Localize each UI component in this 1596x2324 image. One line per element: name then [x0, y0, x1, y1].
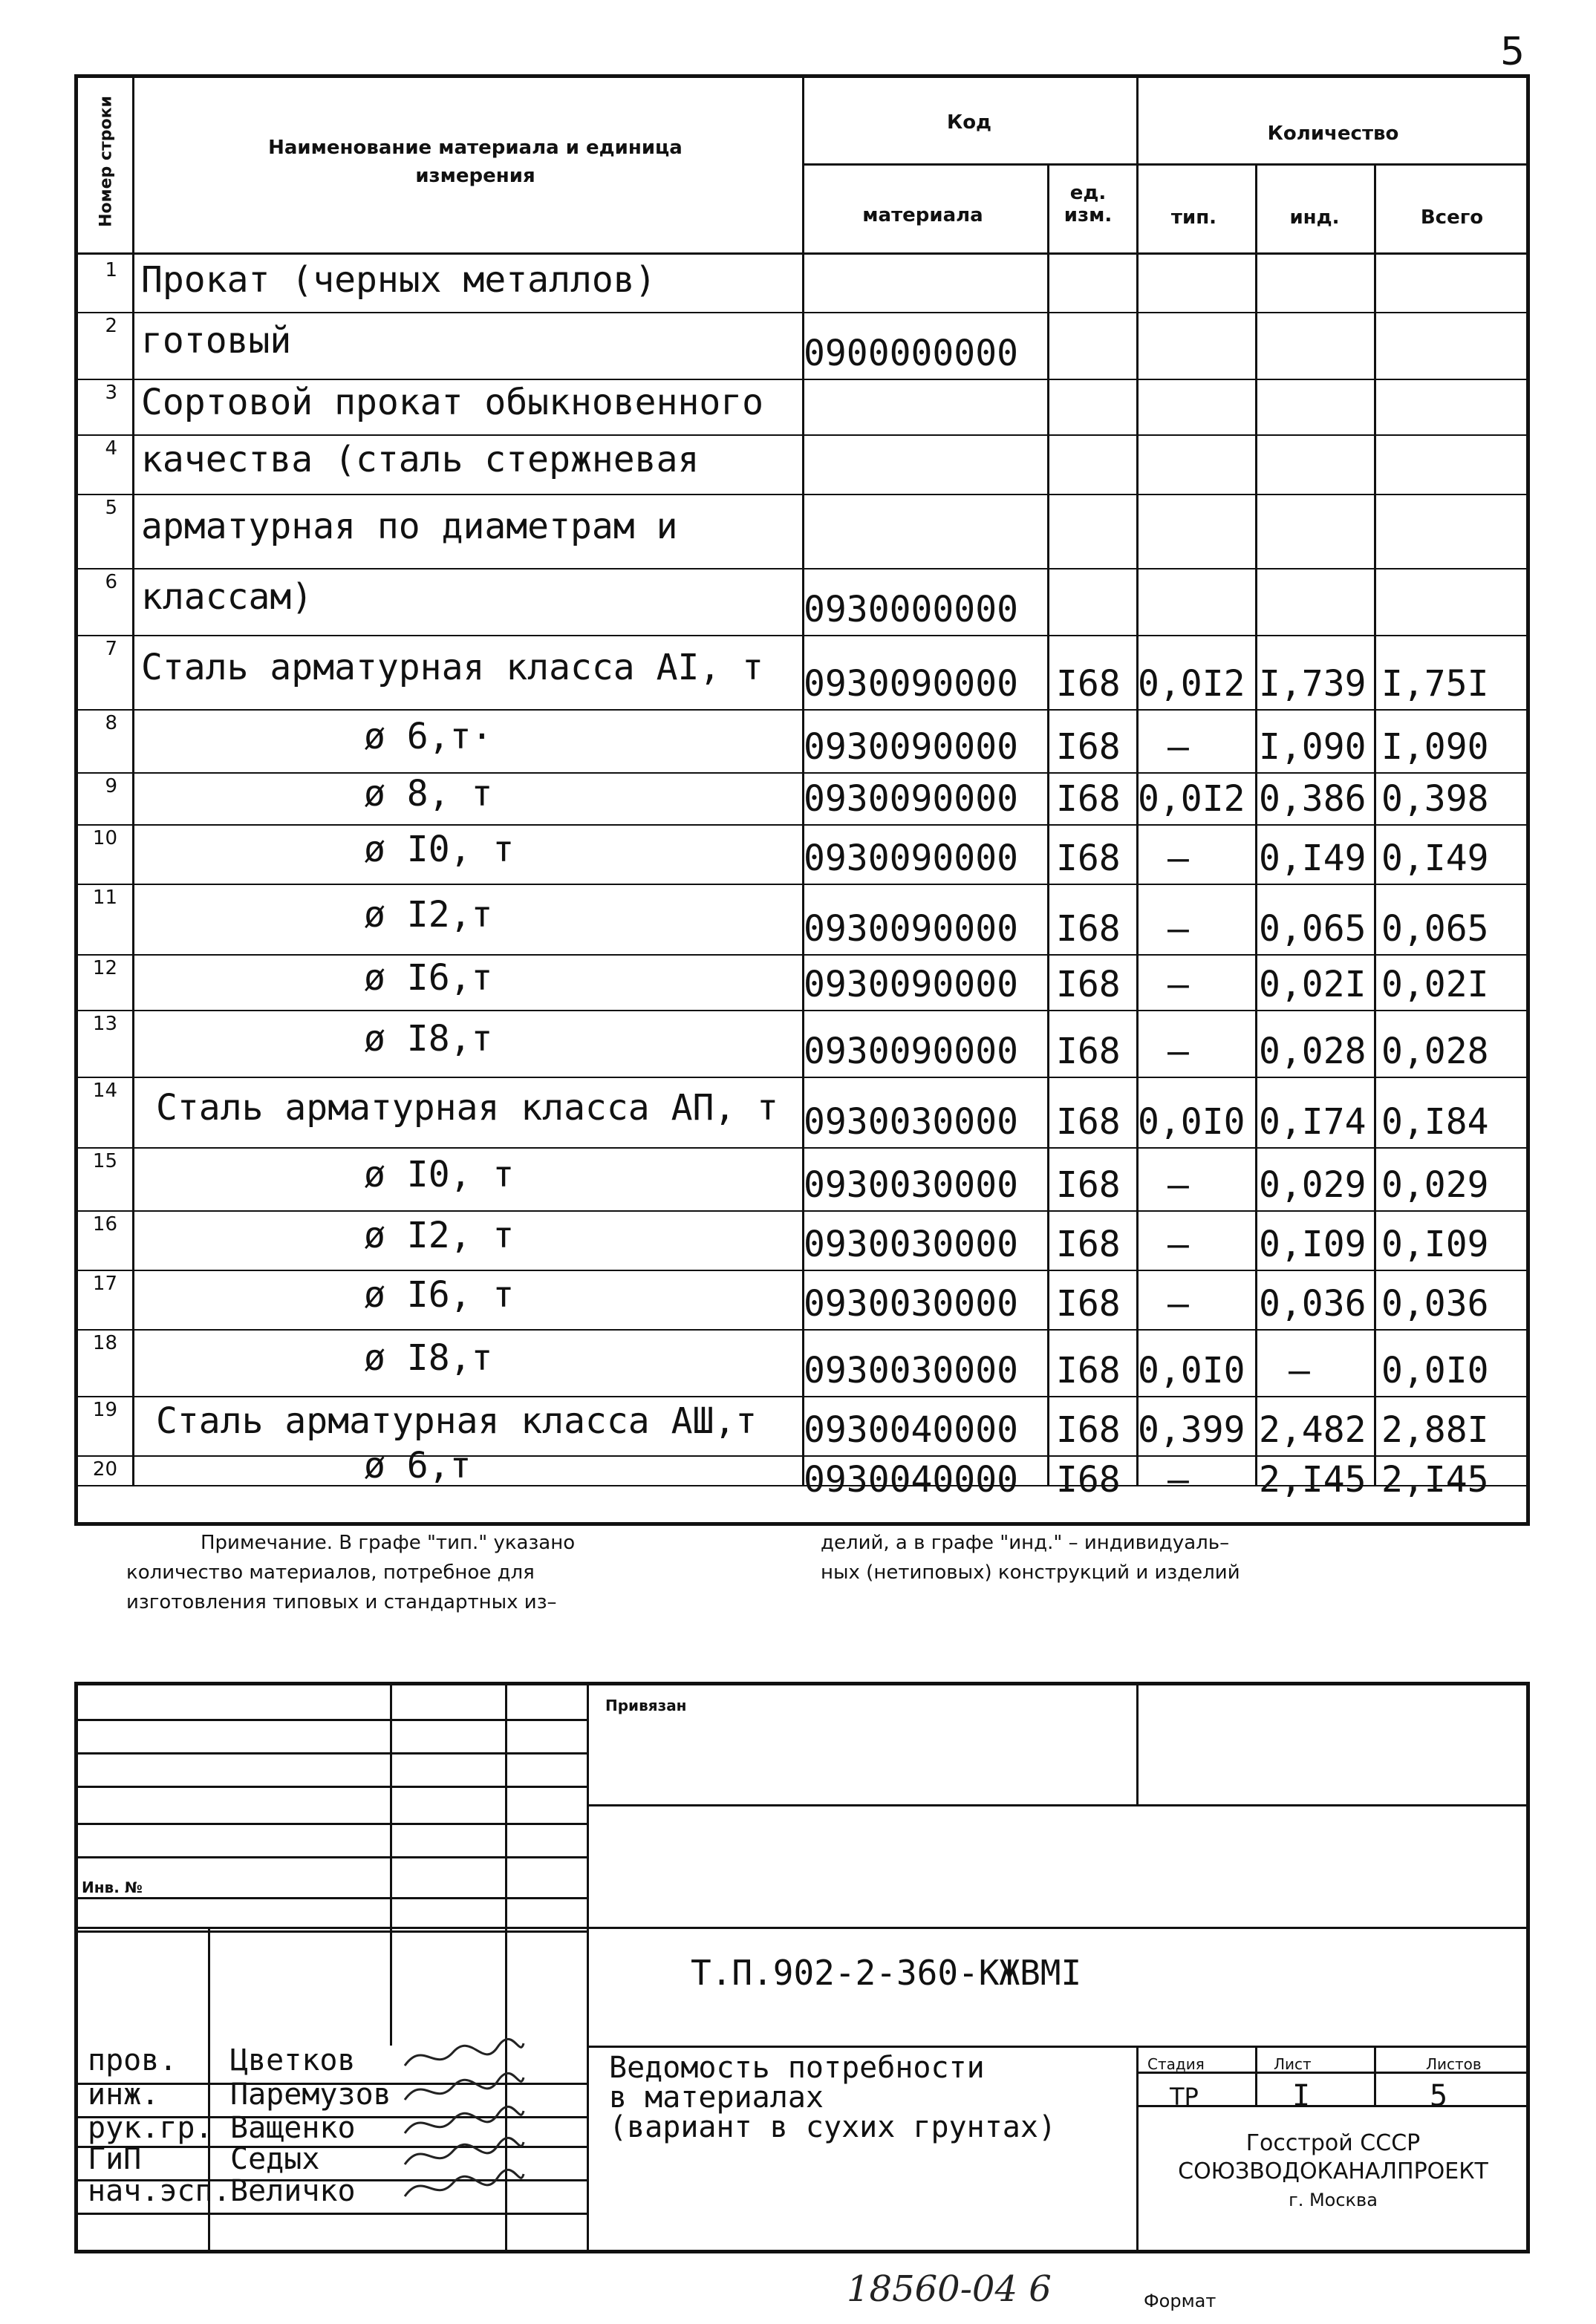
- code-header: Код: [946, 111, 992, 134]
- table-row: [74, 1210, 1530, 1270]
- table-row: [74, 1445, 1530, 1501]
- total-cell: 0,I09: [1381, 1224, 1489, 1265]
- material-name: Сталь арматурная класса АП, т: [156, 1086, 779, 1129]
- note-line: количество материалов, потребное для: [126, 1561, 535, 1584]
- code-cell: 0930030000: [804, 1164, 1018, 1206]
- unit-cell: I68: [1056, 726, 1121, 768]
- row-number: 2: [105, 315, 117, 337]
- handwritten-number: 18560-04 6: [847, 2268, 1052, 2310]
- row-number-header: Номер строки: [97, 96, 116, 227]
- stage-label: Стадия: [1147, 2055, 1205, 2073]
- code-cell: 0930030000: [804, 1350, 1018, 1391]
- stamp-rule: [1255, 2046, 1257, 2105]
- material-name: Сталь арматурная класса AI, т: [141, 647, 764, 688]
- total-cell: 0,0I0: [1381, 1350, 1489, 1391]
- signer-name: Седых: [230, 2142, 320, 2176]
- code-cell: 0900000000: [804, 333, 1018, 374]
- ind-header: инд.: [1289, 206, 1340, 229]
- title-line: в материалах: [609, 2080, 824, 2115]
- row-number: 6: [105, 571, 117, 593]
- unit-cell: I68: [1056, 908, 1121, 950]
- typ-cell: 0,0I2: [1138, 663, 1245, 705]
- typ-cell: 0,0I0: [1138, 1101, 1245, 1143]
- row-number: 13: [92, 1013, 117, 1035]
- row-number: 19: [92, 1399, 117, 1421]
- privyazan-label: Привязан: [605, 1697, 687, 1714]
- total-cell: I,090: [1381, 726, 1489, 768]
- row-number: 3: [105, 382, 117, 404]
- signer-name: Ващенко: [230, 2111, 356, 2145]
- total-cell: 0,I49: [1381, 838, 1489, 879]
- row-number: 17: [92, 1273, 117, 1295]
- unit-cell: I68: [1056, 1164, 1121, 1206]
- unit-cell: I68: [1056, 964, 1121, 1005]
- code-cell: 0930090000: [804, 964, 1018, 1005]
- stamp-rule: [587, 1682, 589, 2253]
- document-title: [609, 2053, 1056, 2142]
- row-number: 1: [105, 259, 117, 281]
- table-row: [74, 1396, 1530, 1455]
- stamp-rule: [74, 1897, 587, 1899]
- ind-cell: I,739: [1259, 663, 1367, 705]
- unit-cell: I68: [1056, 663, 1121, 705]
- page-number: 5: [1500, 30, 1525, 74]
- unit-cell: I68: [1056, 1350, 1121, 1391]
- note-line: изготовления типовых и стандартных из–: [126, 1591, 557, 1613]
- row-number: 9: [105, 775, 117, 797]
- typ-cell: –: [1167, 1031, 1189, 1072]
- row-number: 5: [105, 497, 117, 519]
- typ-cell: –: [1167, 726, 1189, 768]
- sheet-label: Лист: [1274, 2055, 1312, 2073]
- total-cell: I,75I: [1381, 663, 1489, 705]
- note-line: ных (нетиповых) конструкций и изделий: [821, 1561, 1240, 1584]
- stamp-rule: [390, 1682, 392, 2046]
- table-row: [74, 954, 1530, 1010]
- note-line: Примечание. В графе "тип." указано: [201, 1532, 576, 1554]
- total-cell: 0,398: [1381, 778, 1489, 820]
- sheet-value: I: [1292, 2079, 1311, 2113]
- row-number: 20: [92, 1458, 117, 1481]
- code-cell: 0930040000: [804, 1459, 1018, 1501]
- ind-cell: 0,I09: [1259, 1224, 1367, 1265]
- material-name: ø I2, т: [364, 1215, 515, 1256]
- ind-cell: 2,482: [1259, 1409, 1367, 1451]
- ind-cell: 0,028: [1259, 1031, 1367, 1072]
- row-number: 11: [92, 887, 117, 909]
- table-row: [74, 1147, 1530, 1210]
- stamp-rule: [74, 1856, 587, 1858]
- typ-cell: –: [1167, 908, 1189, 950]
- code-cell: 0930090000: [804, 838, 1018, 879]
- material-name: ø I2,т: [364, 893, 493, 936]
- total-header: Всего: [1420, 206, 1484, 229]
- code-material-header: материала: [862, 204, 983, 226]
- material-name: ø 8, т: [364, 773, 493, 815]
- table-row: [74, 256, 1530, 312]
- code-cell: 0930090000: [804, 908, 1018, 950]
- sheets-label: Листов: [1426, 2055, 1482, 2073]
- signer-role: пров.: [88, 2043, 177, 2077]
- typ-cell: 0,0I2: [1138, 778, 1245, 820]
- signer-role: инж.: [88, 2077, 160, 2112]
- material-name: Сортовой прокат обыкновенного: [141, 381, 764, 423]
- stamp-rule: [74, 1719, 587, 1721]
- inv-no-label: Инв. №: [82, 1879, 143, 1896]
- organization: [1136, 2129, 1530, 2214]
- table-rule: [802, 163, 1530, 166]
- table-row: [74, 884, 1530, 954]
- code-cell: 0930090000: [804, 663, 1018, 705]
- ind-cell: –: [1289, 1350, 1310, 1391]
- material-name: ø I6, т: [364, 1274, 515, 1316]
- ind-cell: I,090: [1259, 726, 1367, 768]
- code-cell: 0930040000: [804, 1409, 1018, 1451]
- code-cell: 0930030000: [804, 1101, 1018, 1143]
- typ-cell: –: [1167, 1164, 1189, 1206]
- document-code: Т.П.902-2-360-КЖВМI: [691, 1953, 1082, 1993]
- unit-cell: I68: [1056, 838, 1121, 879]
- typ-cell: –: [1167, 1283, 1189, 1325]
- signer-name: Цветков: [230, 2043, 356, 2077]
- table-row: [74, 635, 1530, 709]
- total-cell: 0,02I: [1381, 964, 1489, 1005]
- signature: [401, 2167, 527, 2215]
- sheets-value: 5: [1430, 2079, 1448, 2113]
- title-line: (вариант в сухих грунтах): [609, 2110, 1057, 2144]
- table-row: [74, 1270, 1530, 1329]
- unit-cell: I68: [1056, 1224, 1121, 1265]
- total-cell: 0,028: [1381, 1031, 1489, 1072]
- ind-cell: 0,I49: [1259, 838, 1367, 879]
- material-name: ø 6,т·: [364, 715, 493, 757]
- note-left: [126, 1528, 575, 1617]
- row-number: 8: [105, 712, 117, 734]
- code-cell: 0930090000: [804, 1031, 1018, 1072]
- code-unit-header: ед. изм.: [1064, 182, 1113, 226]
- material-name: ø I0, т: [364, 829, 515, 870]
- row-number: 7: [105, 638, 117, 660]
- name-header: Наименование материала и единица измерения: [268, 137, 683, 187]
- total-cell: 2,88I: [1381, 1409, 1489, 1451]
- signer-name: Паремузов: [230, 2077, 391, 2112]
- unit-cell: I68: [1056, 1031, 1121, 1072]
- material-name: ø I8,т: [364, 1018, 493, 1060]
- org-line: СОЮЗВОДОКАНАЛПРОЕКТ: [1178, 2158, 1488, 2184]
- material-name: Прокат (черных металлов): [141, 258, 657, 301]
- typ-cell: –: [1167, 964, 1189, 1005]
- signer-role: нач.эсп.: [88, 2174, 231, 2208]
- code-cell: 0930030000: [804, 1283, 1018, 1325]
- table-row: [74, 312, 1530, 379]
- stamp-rule: [74, 1786, 587, 1788]
- note-line: делий, а в графе "инд." – индивидуаль–: [821, 1532, 1230, 1554]
- table-row: [74, 568, 1530, 635]
- ind-cell: 0,02I: [1259, 964, 1367, 1005]
- signer-role: ГиП: [88, 2142, 142, 2176]
- table-row: [74, 1010, 1530, 1077]
- total-cell: 2,I45: [1381, 1459, 1489, 1501]
- signer-role: рук.гр.: [88, 2111, 213, 2145]
- material-name: ø I0, т: [364, 1153, 515, 1195]
- org-line: г. Москва: [1289, 2190, 1378, 2210]
- stamp-rule: [74, 1930, 587, 1933]
- table-row: [74, 824, 1530, 884]
- stamp-rule: [74, 1823, 587, 1825]
- signer-name: Величко: [230, 2174, 356, 2208]
- stamp-rule: [587, 2046, 1530, 2048]
- material-name: Сталь арматурная класса АШ,т: [156, 1400, 758, 1442]
- typ-cell: –: [1167, 838, 1189, 879]
- typ-cell: 0,399: [1138, 1409, 1245, 1451]
- material-name: готовый: [141, 320, 292, 362]
- material-name: ø 6,т: [364, 1445, 472, 1486]
- table-row: [74, 709, 1530, 772]
- row-number: 4: [105, 437, 117, 460]
- row-number: 15: [92, 1150, 117, 1172]
- stamp-rule: [1136, 1682, 1139, 1804]
- code-cell: 0930000000: [804, 589, 1018, 630]
- material-name: ø I6,т: [364, 956, 493, 999]
- unit-cell: I68: [1056, 1409, 1121, 1451]
- typ-header: тип.: [1170, 206, 1217, 229]
- unit-cell: I68: [1056, 778, 1121, 820]
- code-cell: 0930030000: [804, 1224, 1018, 1265]
- unit-cell: I68: [1056, 1459, 1121, 1501]
- unit-cell: I68: [1056, 1101, 1121, 1143]
- code-cell: 0930090000: [804, 726, 1018, 768]
- ind-cell: 0,I74: [1259, 1101, 1367, 1143]
- ind-cell: 0,036: [1259, 1283, 1367, 1325]
- row-number: 10: [92, 827, 117, 849]
- unit-cell: I68: [1056, 1283, 1121, 1325]
- stamp-rule: [74, 1927, 1530, 1929]
- table-row: [74, 434, 1530, 494]
- typ-cell: 0,0I0: [1138, 1350, 1245, 1391]
- row-number: 14: [92, 1080, 117, 1102]
- table-row: [74, 1077, 1530, 1147]
- table-row: [74, 379, 1530, 434]
- row-number: 16: [92, 1213, 117, 1236]
- stamp-rule: [587, 1804, 1530, 1806]
- total-cell: 0,065: [1381, 908, 1489, 950]
- stamp-rule: [74, 1752, 587, 1755]
- stamp-rule: [1374, 2046, 1376, 2105]
- ind-cell: 2,I45: [1259, 1459, 1367, 1501]
- typ-cell: –: [1167, 1459, 1189, 1501]
- row-number: 18: [92, 1332, 117, 1354]
- material-name: арматурная по диаметрам и: [141, 506, 678, 547]
- code-cell: 0930090000: [804, 778, 1018, 820]
- ind-cell: 0,386: [1259, 778, 1367, 820]
- org-line: Госстрой СССР: [1245, 2130, 1421, 2156]
- quantity-header: Количество: [1267, 123, 1399, 145]
- format-label: Формат: [1144, 2291, 1216, 2311]
- row-number: 12: [92, 957, 117, 979]
- typ-cell: –: [1167, 1224, 1189, 1265]
- note-right: [821, 1528, 1240, 1587]
- material-name: качества (сталь стержневая: [141, 439, 700, 480]
- material-name: ø I8,т: [364, 1337, 493, 1379]
- ind-cell: 0,065: [1259, 908, 1367, 950]
- table-row: [74, 494, 1530, 568]
- stage-value: ТР: [1170, 2083, 1199, 2111]
- material-name: классам): [141, 576, 313, 618]
- title-line: Ведомость потребности: [609, 2051, 985, 2085]
- table-row: [74, 772, 1530, 824]
- table-row: [74, 1329, 1530, 1396]
- total-cell: 0,036: [1381, 1283, 1489, 1325]
- ind-cell: 0,029: [1259, 1164, 1367, 1206]
- total-cell: 0,I84: [1381, 1101, 1489, 1143]
- total-cell: 0,029: [1381, 1164, 1489, 1206]
